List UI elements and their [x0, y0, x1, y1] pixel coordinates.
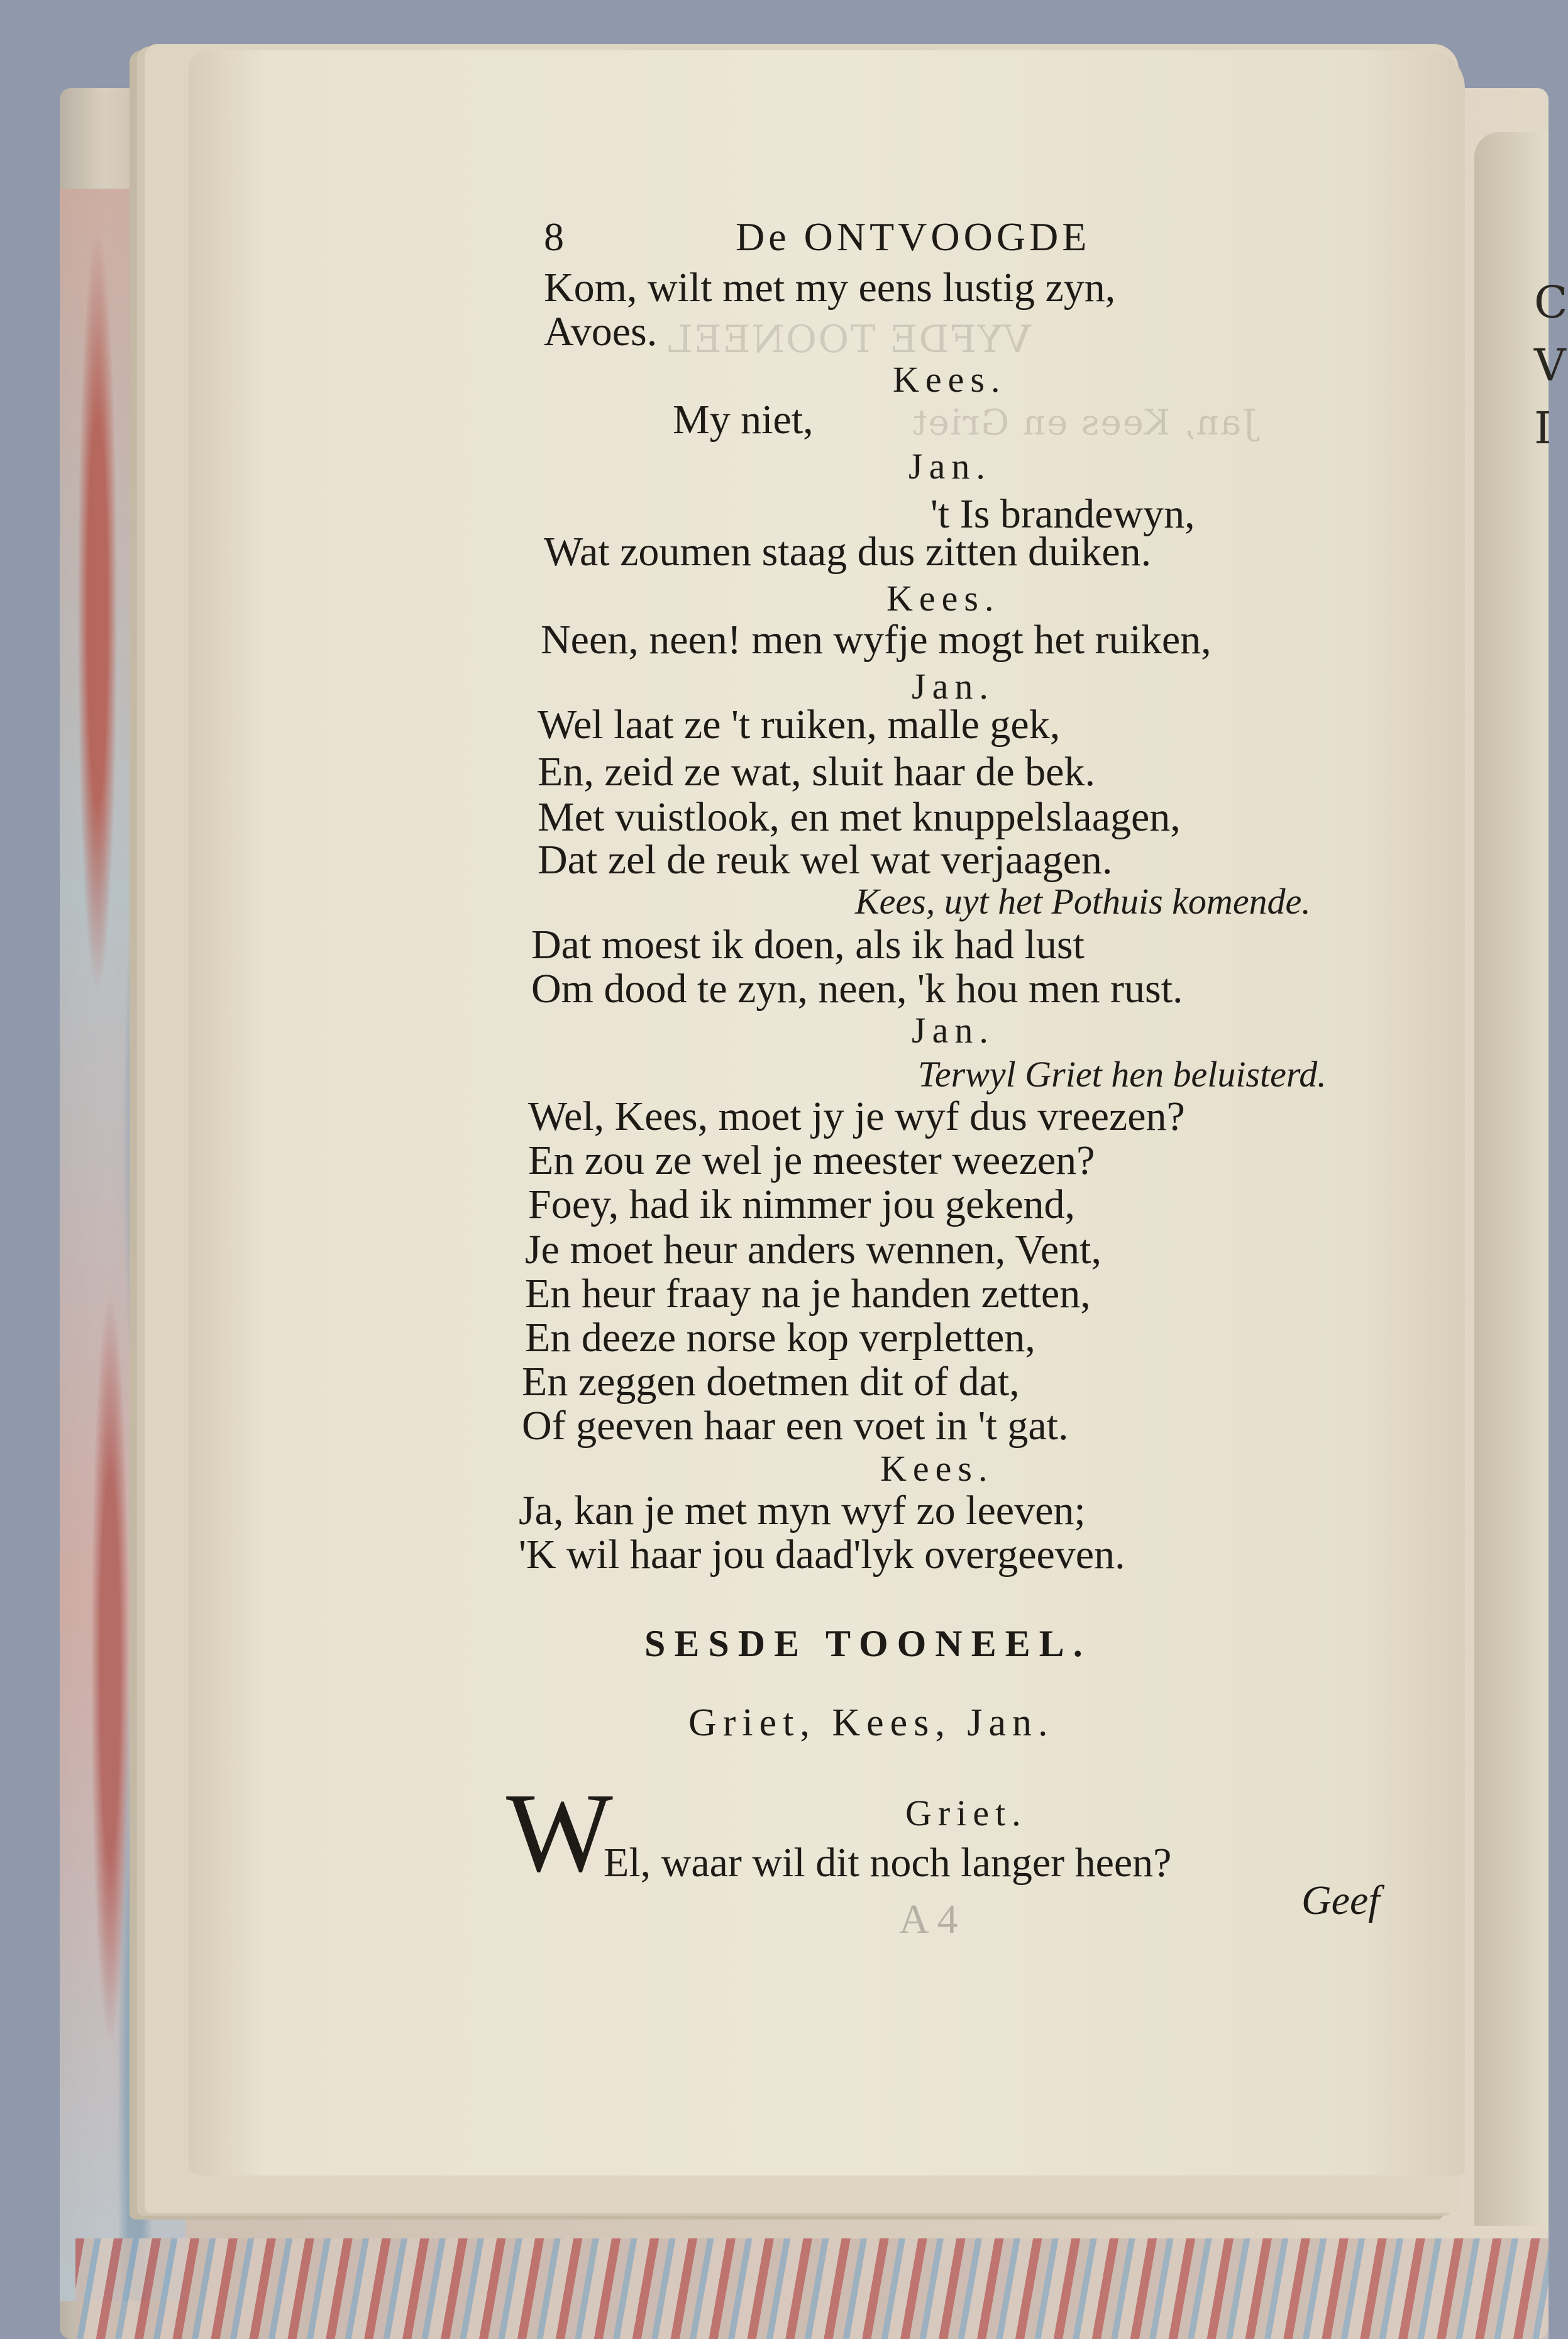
scene-title: SESDE TOONEEL. [644, 1623, 1091, 1664]
verse-line: Wel laat ze 't ruiken, malle gek, [538, 702, 1061, 748]
page-number: 8 [544, 214, 568, 259]
show-through-cast: Jan, Kees en Griet [912, 402, 1257, 443]
speaker-name: Kees. [893, 359, 1007, 400]
verse-line: Dat zel de reuk wel wat verjaagen. [538, 837, 1113, 883]
stage-direction: Kees, uyt het Pothuis komende. [855, 881, 1311, 922]
show-through-heading: VYFDE TOONEEL [666, 318, 1031, 362]
verse-line: En heur fraay na je handen zetten, [525, 1271, 1091, 1317]
verse-line: Of geeven haar een voet in 't gat. [522, 1403, 1069, 1449]
verse-line: Met vuistlook, en met knuppelslaagen, [538, 794, 1181, 840]
verse-line: Je moet heur anders wennen, Vent, [525, 1227, 1102, 1273]
scene-cast: Griet, Kees, Jan. [688, 1701, 1054, 1744]
verse-line: En zeggen doetmen dit of dat, [522, 1359, 1020, 1405]
catchword: Geef [1301, 1877, 1380, 1923]
verse-line: My niet, [673, 397, 814, 443]
verse-line: El, waar wil dit noch langer heen? [604, 1840, 1172, 1886]
verse-line: 't Is brandewyn, [930, 491, 1195, 537]
running-title: De ONTVOOGDE [736, 214, 1091, 259]
verse-line: 'K wil haar jou daad'lyk overgeeven. [519, 1532, 1125, 1578]
verse-line: En, zeid ze wat, sluit haar de bek. [538, 749, 1095, 795]
verse-line: Kom, wilt met my eens lustig zyn, [544, 265, 1116, 311]
signature-mark: A 4 [899, 1896, 958, 1942]
verse-line: Dat moest ik doen, als ik had lust [531, 922, 1085, 968]
marbled-edge [75, 2238, 1549, 2339]
verse-line: Wat zoumen staag dus zitten duiken. [544, 529, 1152, 575]
stage-direction: Terwyl Griet hen beluisterd. [918, 1054, 1327, 1095]
drop-cap: W [506, 1770, 613, 1895]
verse-line: Foey, had ik nimmer jou gekend, [528, 1181, 1076, 1227]
verse-line: En deeze norse kop verpletten, [525, 1315, 1035, 1361]
speaker-name: Jan. [908, 446, 991, 487]
speaker-name: Kees. [880, 1448, 994, 1489]
facing-page-letter: V [1534, 340, 1566, 391]
verse-line: Ja, kan je met myn wyf zo leeven; [519, 1488, 1086, 1534]
facing-page-letter: C [1534, 277, 1568, 328]
speaker-name: Jan. [912, 666, 995, 707]
facing-page-letter: I [1534, 402, 1552, 454]
speaker-name: Jan. [912, 1010, 995, 1051]
speaker-name: Kees. [886, 578, 1000, 619]
verse-line: Wel, Kees, moet jy je wyf dus vreezen? [528, 1093, 1185, 1139]
verse-line: Om dood te zyn, neen, 'k hou men rust. [531, 966, 1183, 1012]
verse-line: En zou ze wel je meester weezen? [528, 1137, 1095, 1183]
verse-line: Avoes. [544, 309, 658, 355]
verse-line: Neen, neen! men wyfje mogt het ruiken, [541, 617, 1212, 663]
speaker-name: Griet. [905, 1793, 1027, 1833]
